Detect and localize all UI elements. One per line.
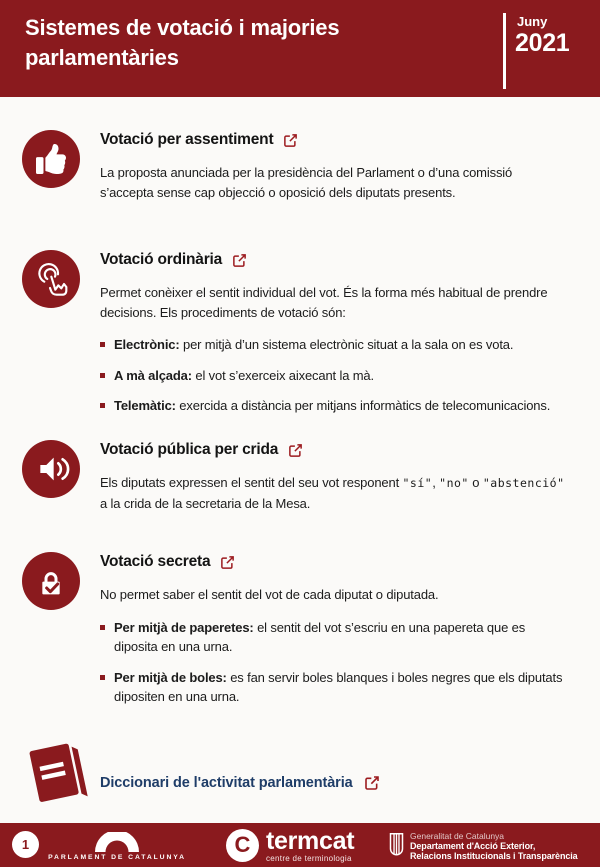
external-link-icon[interactable] (283, 133, 298, 148)
text-part: , (432, 475, 440, 490)
arch-icon (94, 832, 140, 852)
book-icon (22, 735, 94, 814)
date-month: Juny (517, 14, 548, 29)
termcat-name: termcat (266, 827, 355, 855)
date-year: 2021 (515, 29, 570, 57)
footer (0, 823, 600, 867)
secret-methods-list (100, 618, 570, 707)
quoted-vote-si: "sí" (402, 476, 433, 490)
procedure-list (100, 335, 570, 416)
quoted-vote-no: "no" (439, 476, 469, 490)
external-link-icon[interactable] (288, 443, 303, 458)
list-item (100, 396, 570, 416)
list-item (100, 335, 570, 355)
list-item (100, 668, 570, 707)
thumbs-up-glyph (36, 144, 66, 174)
header-divider (503, 13, 506, 89)
section-text (100, 473, 565, 513)
bullet-label: Per mitjà de paperetes: (114, 619, 254, 635)
bullet-label: Electrònic: (114, 337, 180, 352)
section-text: No permet saber el sentit del vot de cada diputat o diputada. (100, 587, 439, 602)
external-link-icon[interactable] (364, 775, 380, 791)
section-title: Votació secreta (100, 553, 211, 570)
speaker-icon (22, 440, 80, 498)
external-link-icon[interactable] (232, 253, 247, 268)
list-item (100, 366, 570, 386)
termcat-c-icon (226, 829, 259, 862)
parlament-label: PARLAMENT DE CATALUNYA (48, 854, 186, 861)
touch-vote-icon (22, 250, 80, 308)
bullet-label: Telemàtic: (114, 398, 176, 413)
termcat-initial: C (234, 831, 251, 857)
header (0, 0, 600, 97)
termcat-subtitle: centre de terminologia (266, 854, 352, 863)
page-number: 1 (21, 837, 30, 852)
bullet-square-icon (100, 403, 105, 408)
section-content (100, 440, 572, 513)
book-glyph (22, 735, 94, 809)
bullet-text: el vot s’exerceix aixecant la mà. (191, 367, 374, 383)
departament-line2: Relacions Institucionals i Transparència (410, 851, 578, 861)
section-text: La proposta anunciada per la presidència del Parlament o d’una comissió s’accepta sense cap objecció o oposició dels diputats presents. (100, 165, 513, 200)
list-item (100, 618, 570, 657)
text-part: o (468, 475, 483, 490)
dictionary-link[interactable] (100, 775, 380, 791)
bullet-text: el sentit del vot s’escriu en una papereta que es diposita en una urna. (114, 619, 526, 654)
generalitat-logo (389, 830, 578, 861)
bullet-square-icon (100, 342, 105, 347)
section-title: Votació ordinària (100, 251, 223, 268)
senyera-shield-icon (389, 830, 404, 860)
dictionary-row (0, 735, 600, 820)
thumbs-up-icon (22, 130, 80, 188)
lock-glyph (31, 561, 71, 601)
bullet-label: A mà alçada: (114, 367, 192, 383)
departament-line: Departament d'Acció Exterior, (410, 841, 536, 851)
bullet-text: exercida a distància per mitjans informàtics de telecomunicacions. (175, 398, 551, 413)
bullet-square-icon (100, 373, 105, 378)
bullet-label: Per mitjà de boles: (114, 669, 227, 685)
speaker-glyph (31, 449, 71, 489)
page-number-badge (12, 831, 39, 858)
bullet-square-icon (100, 625, 105, 630)
bullet-text: per mitjà d’un sistema electrònic situat a la sala on es vota. (179, 337, 514, 352)
parlament-logo (46, 832, 188, 861)
lock-icon (22, 552, 80, 610)
dictionary-link-label: Diccionari de l'activitat parlamentària (100, 775, 353, 791)
touch-vote-glyph (31, 259, 71, 299)
bullet-square-icon (100, 675, 105, 680)
termcat-logo (226, 829, 354, 863)
quoted-vote-abstencio: "abstenció" (482, 476, 565, 490)
text-part: a la crida de la secretaria de la Mesa. (100, 495, 311, 511)
section-title: Votació pública per crida (100, 441, 279, 458)
section-title: Votació per assentiment (100, 131, 274, 148)
bullet-text: es fan servir boles blanques i boles negres que els diputats dipositen en una urna. (114, 669, 563, 704)
section-content (100, 250, 572, 427)
section-content (100, 130, 572, 202)
generalitat-name: Generalitat de Catalunya (410, 831, 505, 841)
section-text: Permet conèixer el sentit individual del vot. És la forma més habitual de prendre decisions. Els procediments de votació són: (100, 285, 548, 320)
page-title: Sistemes de votació i majories parlamentàries (25, 15, 340, 70)
external-link-icon[interactable] (220, 555, 235, 570)
section-content (100, 552, 572, 718)
text-part: Els diputats expressen el sentit del seu vot responent (100, 475, 403, 490)
